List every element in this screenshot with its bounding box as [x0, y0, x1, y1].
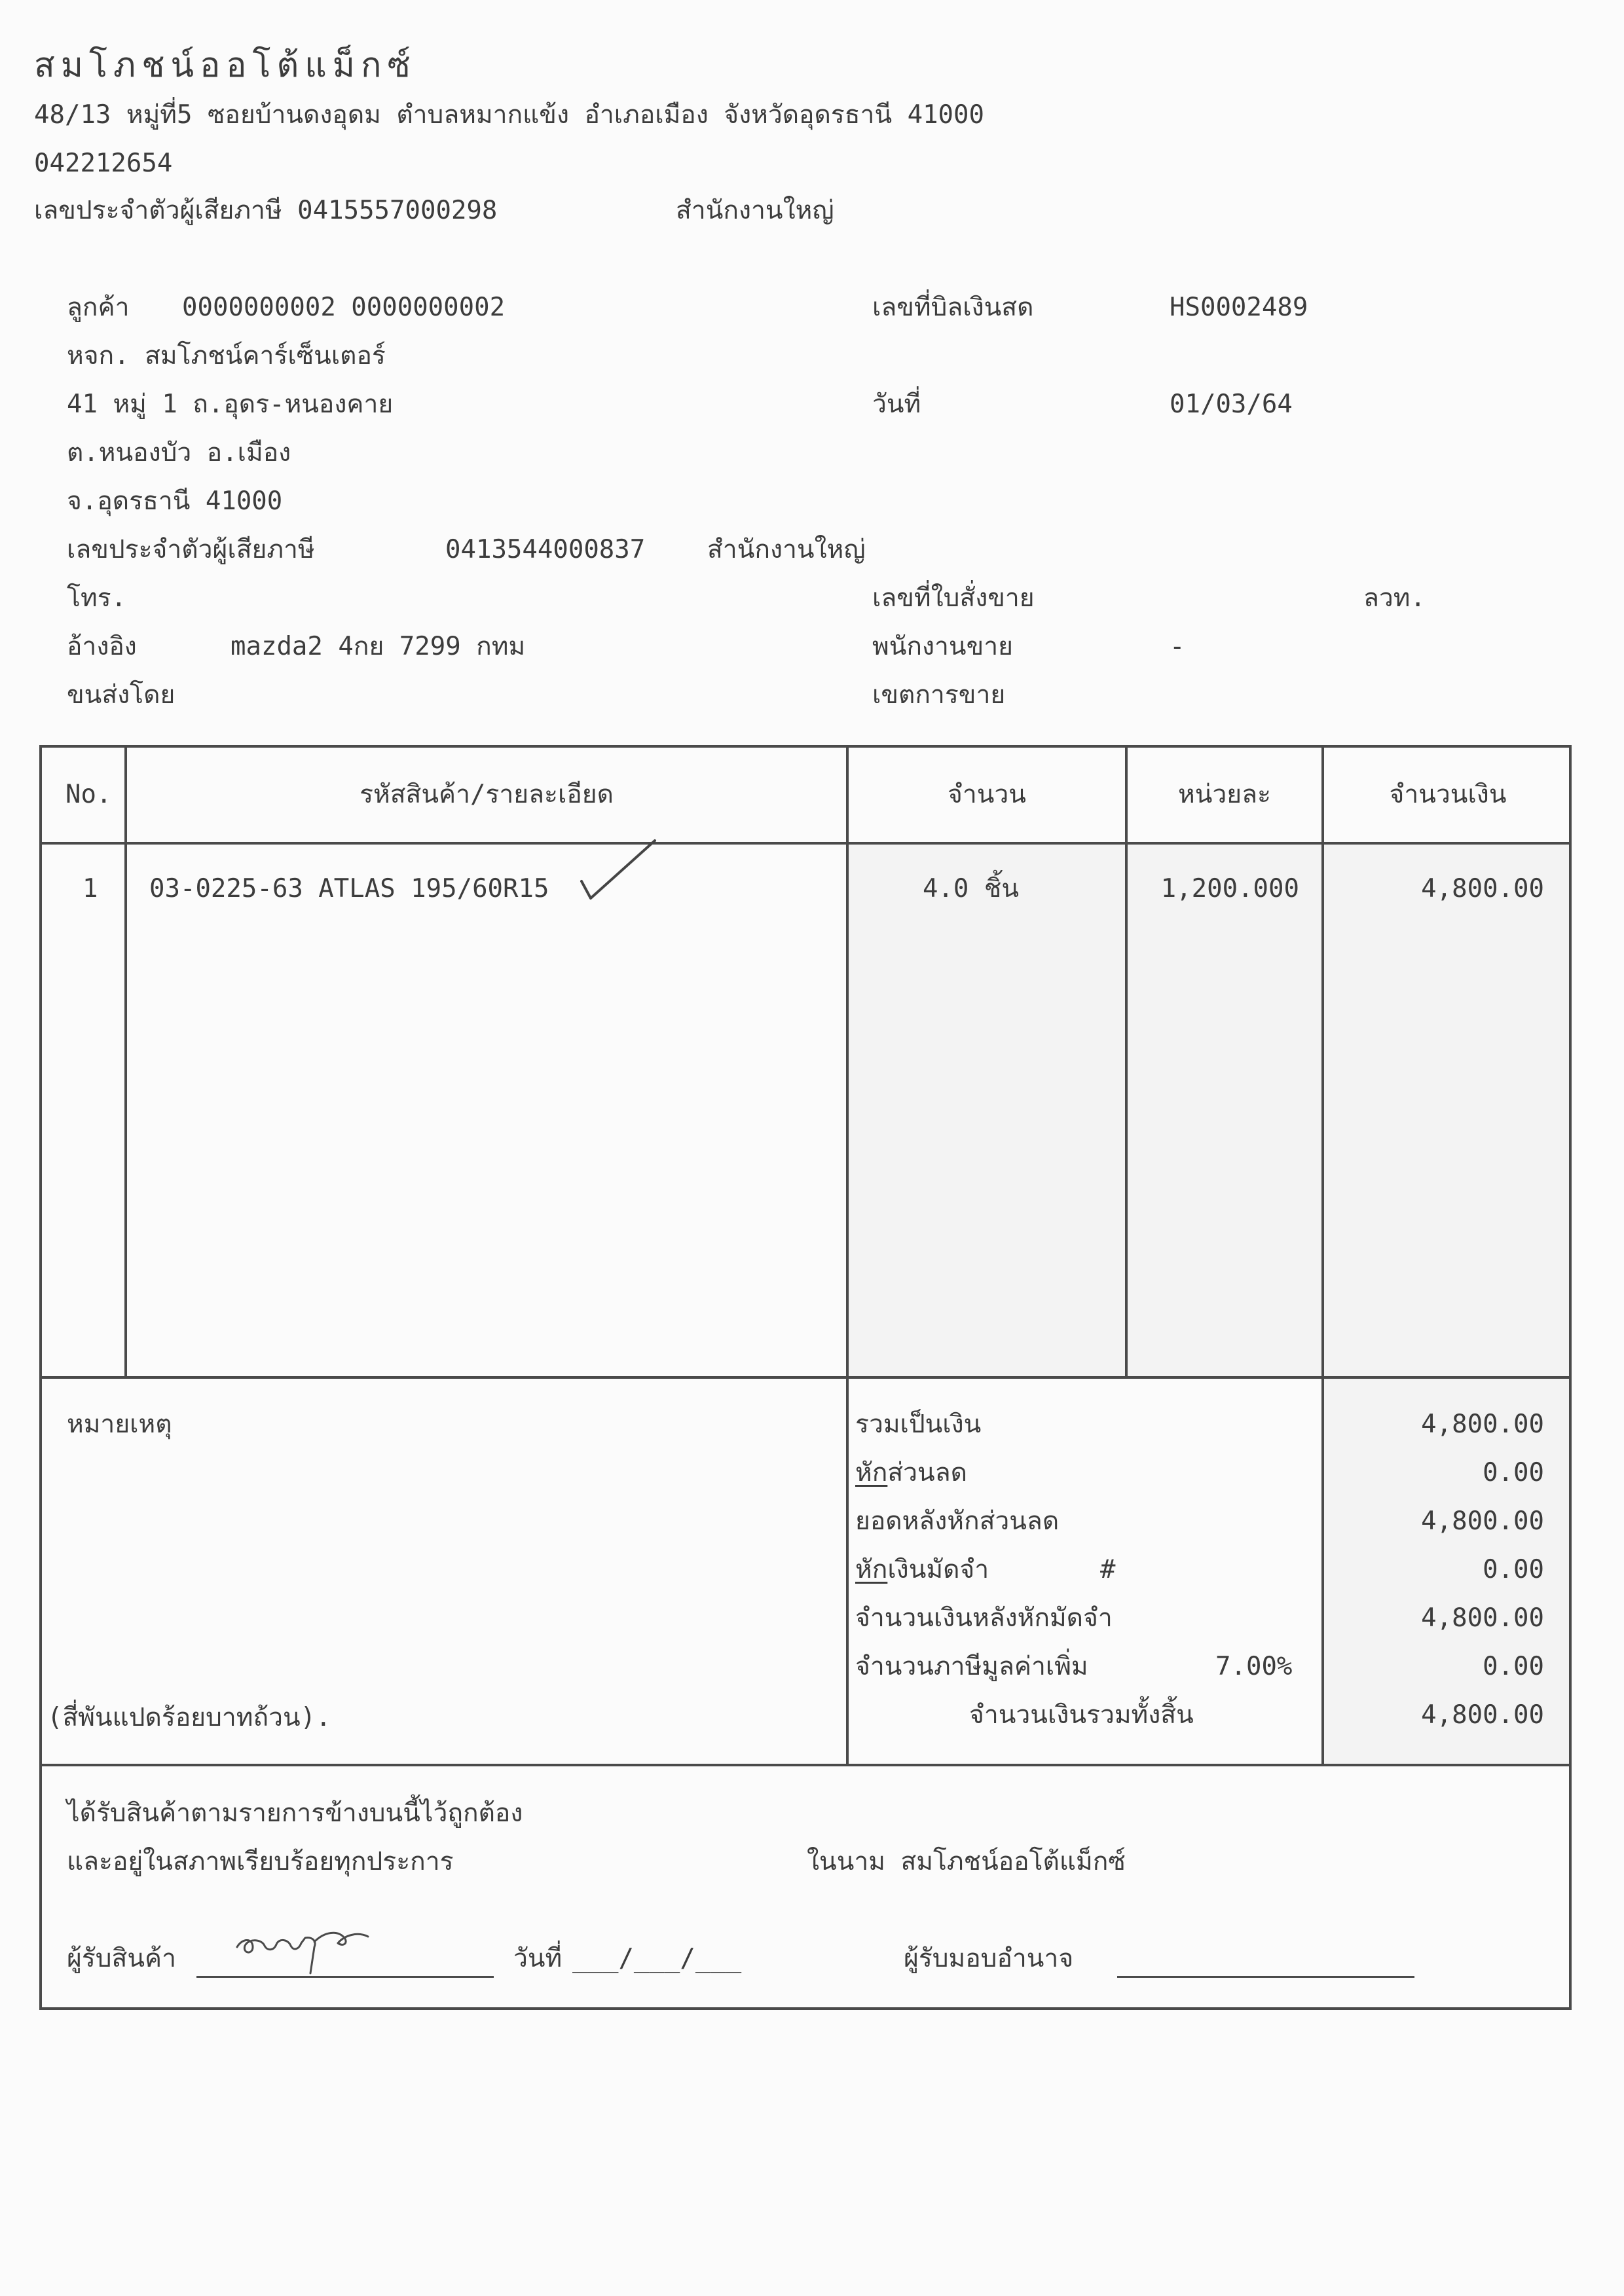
- received-statement-2: และอยู่ในสภาพเรียบร้อยทุกประการ: [67, 1847, 454, 1876]
- header-quantity: จำนวน: [948, 780, 1026, 809]
- authorized-label: ผู้รับมอบอำนาจ: [904, 1944, 1074, 1973]
- customer-tax-id: 0413544000837: [445, 535, 646, 564]
- row-no: 1: [83, 874, 98, 903]
- receiver-label: ผู้รับสินค้า: [67, 1944, 177, 1973]
- bill-date-label: วันที่: [872, 390, 921, 419]
- customer-branch: สำนักงานใหญ่: [707, 535, 866, 564]
- after-discount-label: ยอดหลังหักส่วนลด: [855, 1506, 1060, 1536]
- row-amount: 4,800.00: [1421, 874, 1544, 903]
- company-tax-id: เลขประจำตัวผู้เสียภาษี 0415557000298: [34, 196, 498, 225]
- header-description: รหัสสินค้า/รายละเอียด: [360, 780, 614, 809]
- after-deposit-label: จำนวนเงินหลังหักมัดจำ: [855, 1603, 1113, 1633]
- customer-phone-label: โทร.: [67, 583, 127, 613]
- reference-value: mazda2 4กย 7299 กทม: [231, 632, 526, 661]
- summary-divider: [39, 1764, 1572, 1766]
- vat-rate: 7.00%: [1215, 1652, 1293, 1681]
- remark-label: หมายเหตุ: [67, 1410, 172, 1439]
- checkmark-icon: [576, 835, 661, 907]
- header-no: No.: [65, 780, 112, 809]
- authorized-signature-line: [1117, 1976, 1414, 1978]
- after-deposit-value: 4,800.00: [1421, 1603, 1544, 1633]
- reference-label: อ้างอิง: [67, 632, 137, 661]
- subtotal-value: 4,800.00: [1421, 1410, 1544, 1439]
- sales-area-label: เขตการขาย: [872, 680, 1006, 710]
- grand-total-value: 4,800.00: [1421, 1700, 1544, 1730]
- on-behalf-of: ในนาม สมโภชน์ออโต้แม็กซ์: [807, 1847, 1126, 1876]
- company-branch: สำนักงานใหญ่: [676, 196, 834, 225]
- customer-name: หจก. สมโภชน์คาร์เซ็นเตอร์: [67, 341, 386, 371]
- customer-label: ลูกค้า: [67, 293, 130, 322]
- receive-date-label: วันที่: [513, 1944, 563, 1973]
- salesperson-value: -: [1170, 632, 1185, 661]
- deposit-hash: #: [1100, 1555, 1116, 1584]
- deposit-value: 0.00: [1483, 1555, 1544, 1584]
- bill-date: 01/03/64: [1170, 390, 1293, 419]
- received-statement-1: ได้รับสินค้าตามรายการข้างบนนี้ไว้ถูกต้อง: [67, 1798, 523, 1828]
- company-name: สมโภชน์ออโต้แม็กซ์: [34, 46, 416, 85]
- company-phone: 042212654: [34, 149, 173, 178]
- sales-order-label: เลขที่ใบสั่งขาย: [872, 583, 1035, 613]
- deposit-label-prefix: หัก: [855, 1555, 888, 1584]
- customer-address-2: ต.หนองบัว อ.เมือง: [67, 438, 291, 467]
- salesperson-label: พนักงานขาย: [872, 632, 1013, 661]
- row-unit-price: 1,200.000: [1160, 874, 1299, 903]
- deposit-label: เงินมัดจำ: [887, 1555, 989, 1584]
- shipping-label: ขนส่งโดย: [67, 680, 175, 710]
- customer-address-1: 41 หมู่ 1 ถ.อุดร-หนองคาย: [67, 390, 394, 419]
- items-divider: [39, 1376, 1572, 1379]
- row-description: 03-0225-63 ATLAS 195/60R15: [149, 874, 549, 903]
- discount-label-row: [855, 1457, 967, 1489]
- after-discount-value: 4,800.00: [1421, 1506, 1544, 1536]
- customer-tax-label: เลขประจำตัวผู้เสียภาษี: [67, 535, 315, 564]
- shaded-columns: [847, 845, 1569, 1377]
- bill-number-label: เลขที่บิลเงินสด: [872, 293, 1034, 322]
- receive-date-blank: ___/___/___: [572, 1944, 742, 1973]
- header-divider: [39, 842, 1572, 845]
- vat-label: จำนวนภาษีมูลค่าเพิ่ม: [855, 1652, 1088, 1681]
- header-amount: จำนวนเงิน: [1389, 780, 1507, 809]
- row-quantity: 4.0 ชิ้น: [922, 874, 1019, 903]
- deposit-label-row: [855, 1554, 989, 1586]
- grand-total-label: จำนวนเงินรวมทั้งสิ้น: [969, 1700, 1194, 1730]
- customer-address-3: จ.อุดรธานี 41000: [67, 486, 283, 516]
- discount-label-prefix: หัก: [855, 1458, 888, 1487]
- receiver-signature: [233, 1918, 390, 1977]
- amount-in-words: (สี่พันแปดร้อยบาทถ้วน).: [47, 1703, 331, 1732]
- col-line-3: [1125, 745, 1128, 1377]
- subtotal-label: รวมเป็นเงิน: [855, 1410, 982, 1439]
- col-line-1: [124, 745, 127, 1377]
- company-address: 48/13 หมู่ที่5 ซอยบ้านดงอุดม ตำบลหมากแข้ง อำเภอเมือง จังหวัดอุดรธานี 41000: [34, 100, 984, 130]
- sales-order-code: ลวท.: [1363, 583, 1426, 613]
- header-unit-price: หน่วยละ: [1178, 780, 1271, 809]
- discount-value: 0.00: [1483, 1458, 1544, 1487]
- vat-value: 0.00: [1483, 1652, 1544, 1681]
- customer-code: 0000000002 0000000002: [182, 293, 506, 322]
- discount-label: ส่วนลด: [887, 1458, 967, 1487]
- bill-number: HS0002489: [1170, 293, 1308, 322]
